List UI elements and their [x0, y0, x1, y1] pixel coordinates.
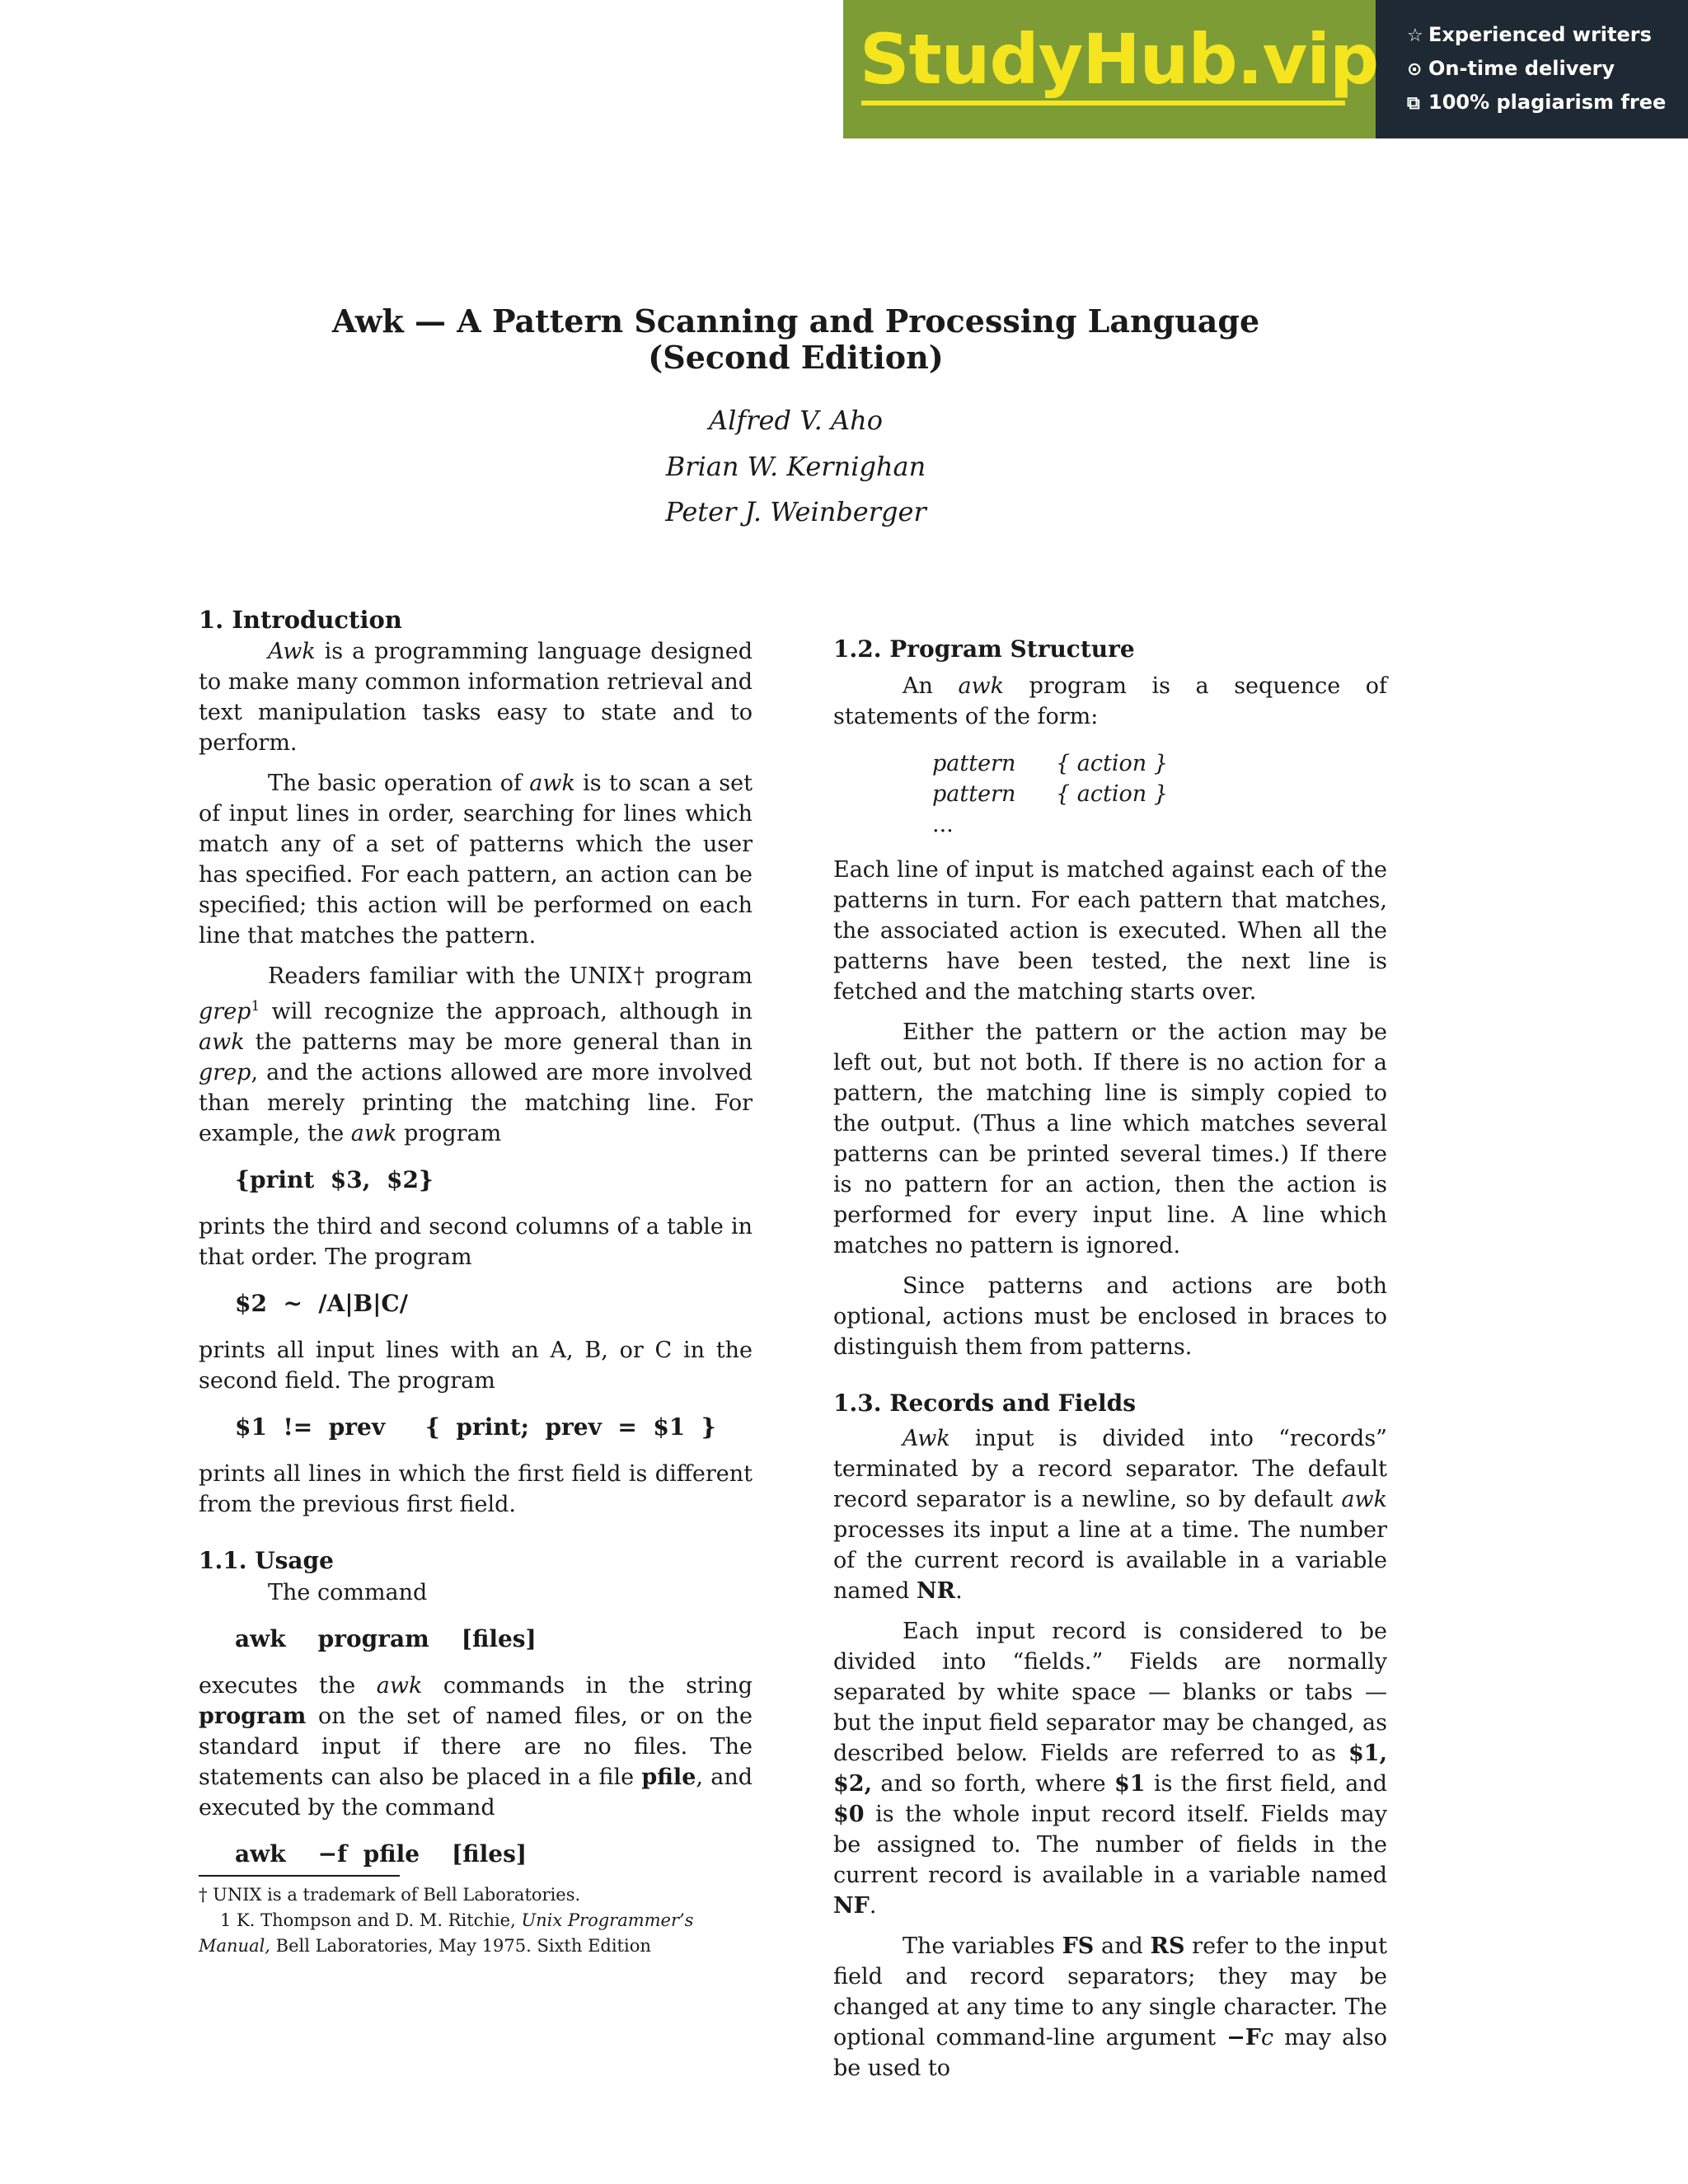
- copy-icon: ⧉: [1407, 93, 1420, 114]
- feature-experienced-writers: [1407, 22, 1652, 49]
- code-example-prev: $1 != prev { print; prev = $1 }: [235, 1413, 716, 1441]
- paragraph-records-2: Each input record is considered to be divided into “fields.” Fields are normally separated by white space — blanks or tabs — but the input field separator may be changed, as described below. Fields are referred to as $1, $2, and so forth, where $1 is the first field, and $0 is the whole input record itself. Fields may be assigned to. The number of fields in the current record is available in a variable named NF.: [833, 1619, 1387, 1919]
- paragraph-structure-2: Each line of input is matched against each of the patterns in turn. For each pattern that matches, the associated action is executed. When all the patterns have been tested, the next line is fetched and the matching starts over.: [833, 857, 1387, 1005]
- feature-label: 100% plagiarism free: [1428, 91, 1667, 114]
- paragraph-intro-3: Readers familiar with the UNIX† program grep$^1$ will recognize the approach, although in awk the patterns may be more general than in grep, and the actions allowed are more involved than merely printing the matching line. For example, the awk program: [199, 963, 753, 1146]
- section-heading-introduction: 1. Introduction: [199, 606, 402, 634]
- section-heading-usage: 1.1. Usage: [199, 1547, 334, 1574]
- paragraph-after-code-1: prints the third and second columns of a table in that order. The program: [199, 1214, 753, 1270]
- paper-subtitle: (Second Edition): [648, 339, 944, 376]
- paragraph-usage-2: executes the awk commands in the string program on the set of named files, or on the standard input if there are no files. The statements can also be placed in a file pfile, and executed by the command: [199, 1673, 753, 1821]
- paragraph-structure-4: Since patterns and actions are both optional, actions must be enclosed in braces to distinguish them from patterns.: [833, 1273, 1387, 1360]
- paragraph-usage-1: The command: [268, 1580, 428, 1605]
- footnote-1: 1 K. Thompson and D. M. Ritchie, Unix Programmer’s Manual, Bell Laboratories, May 1975. Sixth Edition: [199, 1910, 694, 1956]
- right-column: [833, 633, 1387, 2083]
- feature-label: Experienced writers: [1428, 23, 1652, 46]
- footnote-rule: [199, 1875, 400, 1877]
- code-command-awk: awk program [files]: [235, 1625, 537, 1652]
- paragraph-structure-1: An awk program is a sequence of statements of the form:: [833, 673, 1387, 729]
- studyhub-logo[interactable]: StudyHub.vip: [860, 19, 1379, 100]
- paper-title: Awk — A Pattern Scanning and Processing Language: [331, 302, 1260, 340]
- author-aho: Alfred V. Aho: [709, 405, 883, 436]
- paragraph-after-code-2: prints all input lines with an A, B, or C in the second field. The program: [199, 1338, 753, 1394]
- star-icon: ☆: [1407, 26, 1423, 46]
- author-weinberger: Peter J. Weinberger: [665, 496, 926, 527]
- paragraph-records-3: The variables FS and RS refer to the input field and record separators; they may be changed at any time to any single character. The optional command-line argument −Fc may also be used to: [833, 1933, 1387, 2081]
- footnotes: [199, 1882, 753, 1959]
- paragraph-intro-2: The basic operation of awk is to scan a set of input lines in order, searching for lines which match any of a set of patterns which the user has specified. For each pattern, an action can be specified; this action will be performed on each line that matches the pattern.: [199, 771, 753, 949]
- code-example-regex: $2 ~ /A|B|C/: [235, 1290, 408, 1317]
- feature-plagiarism-free: [1407, 90, 1666, 116]
- section-heading-records-fields: 1.3. Records and Fields: [833, 1390, 1136, 1417]
- pattern-action-form: pattern { action } pattern { action } ...: [932, 751, 1168, 837]
- section-heading-program-structure: 1.2. Program Structure: [833, 635, 1135, 663]
- code-command-pfile: awk −f pfile [files]: [235, 1840, 528, 1868]
- feature-label: On-time delivery: [1428, 57, 1615, 80]
- footnote-dagger: † UNIX is a trademark of Bell Laboratories.: [199, 1885, 581, 1905]
- paragraph-records-1: Awk input is divided into “records” terminated by a record separator. The default record separator is a newline, so by default awk processes its input a line at a time. The number of the current record is available in a variable named NR.: [833, 1426, 1387, 1604]
- author-kernighan: Brian W. Kernighan: [665, 451, 926, 482]
- paragraph-structure-3: Either the pattern or the action may be left out, but not both. If there is no action for a pattern, the matching line is simply copied to the output. (Thus a line which matches several patterns can be printed several times.) If there is no pattern for an action, then the action is performed for every input line. A line which matches no pattern is ignored.: [833, 1019, 1387, 1258]
- footnote-ref-1: 1: [251, 998, 260, 1015]
- paragraph-intro-1: Awk is a programming language designed to make many common information retrieval and text manipulation tasks easy to state and to perform.: [199, 639, 753, 756]
- code-example-print: {print $3, $2}: [235, 1166, 434, 1193]
- clock-icon: ⊙: [1407, 59, 1423, 80]
- feature-on-time-delivery: [1407, 56, 1615, 82]
- logo-underline: [861, 101, 1345, 105]
- left-column: [199, 603, 753, 1886]
- paragraph-after-code-3: prints all lines in which the first field is different from the previous first field.: [199, 1461, 753, 1517]
